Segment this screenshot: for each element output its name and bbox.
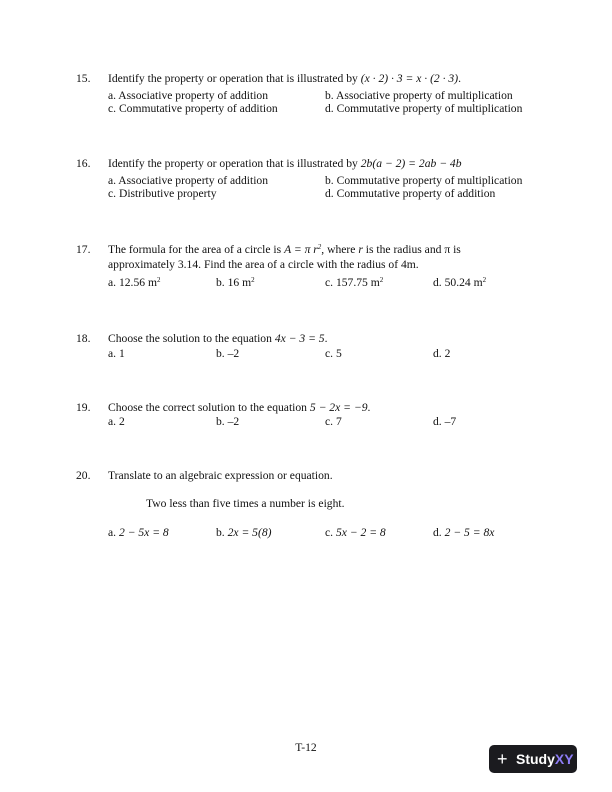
option-a: a. Associative property of addition: [108, 174, 269, 187]
option-a: a. 12.56 $m^2$: [108, 276, 161, 289]
logo-wordmark: StudyXY: [516, 751, 574, 767]
option-d: d. –7: [433, 415, 457, 428]
question-stem-line2: approximately 3.14. Find the area of a circle with the radius of 4m.: [108, 258, 419, 271]
option-c: c. Distributive property: [108, 187, 217, 200]
question-stem: Translate to an algebraic expression or equation.: [108, 469, 333, 482]
option-a: a. 2 − 5x = 8: [108, 526, 169, 539]
option-c: c. 5: [325, 347, 342, 360]
page-number: T-12: [295, 741, 317, 754]
question-stem: Identify the property or operation that is illustrated by (x · 2) · 3 = x · (2 · 3).: [108, 72, 461, 85]
studyxy-logo: [489, 745, 577, 773]
math-expression: A = π $r^2$: [284, 243, 322, 256]
plus-icon: +: [497, 749, 508, 769]
option-c: c. 7: [325, 415, 342, 428]
option-d: d. 2 − 5 = 8x: [433, 526, 495, 539]
option-b: b. Associative property of multiplication: [325, 89, 513, 102]
question-number: 17.: [76, 243, 91, 256]
word-problem-prompt: Two less than five times a number is eight.: [146, 497, 345, 510]
option-d: d. Commutative property of addition: [325, 187, 496, 200]
question-number: 20.: [76, 469, 91, 482]
option-b: b. Commutative property of multiplication: [325, 174, 523, 187]
question-stem-line1: The formula for the area of a circle is A = π $r^2$, where r is the radius and π is: [108, 243, 461, 256]
question-number: 19.: [76, 401, 91, 414]
option-b: b. –2: [216, 347, 240, 360]
option-c: c. Commutative property of addition: [108, 102, 278, 115]
option-c: c. 157.75 $m^2$: [325, 276, 384, 289]
math-expression: 5 − 2x = −9: [309, 401, 368, 414]
option-a: a. Associative property of addition: [108, 89, 269, 102]
math-expression: 2b(a − 2) = 2ab − 4b: [360, 157, 462, 170]
question-number: 15.: [76, 72, 91, 85]
question-stem: Choose the solution to the equation 4x − 3 = 5.: [108, 332, 328, 345]
option-d: d. 50.24 $m^2$: [433, 276, 487, 289]
option-b: b. –2: [216, 415, 240, 428]
question-number: 18.: [76, 332, 91, 345]
option-a: a. 1: [108, 347, 125, 360]
option-d: d. 2: [433, 347, 451, 360]
option-d: d. Commutative property of multiplication: [325, 102, 523, 115]
option-c: c. 5x − 2 = 8: [325, 526, 386, 539]
option-b: b. 16 $m^2$: [216, 276, 255, 289]
math-expression: 4x − 3 = 5: [274, 332, 325, 345]
math-expression: (x · 2) · 3 = x · (2 · 3): [360, 72, 459, 85]
option-b: b. 2x = 5(8): [216, 526, 272, 539]
option-a: a. 2: [108, 415, 125, 428]
question-stem: Identify the property or operation that is illustrated by 2b(a − 2) = 2ab − 4b: [108, 157, 462, 170]
question-stem: Choose the correct solution to the equation 5 − 2x = −9.: [108, 401, 371, 414]
question-number: 16.: [76, 157, 91, 170]
